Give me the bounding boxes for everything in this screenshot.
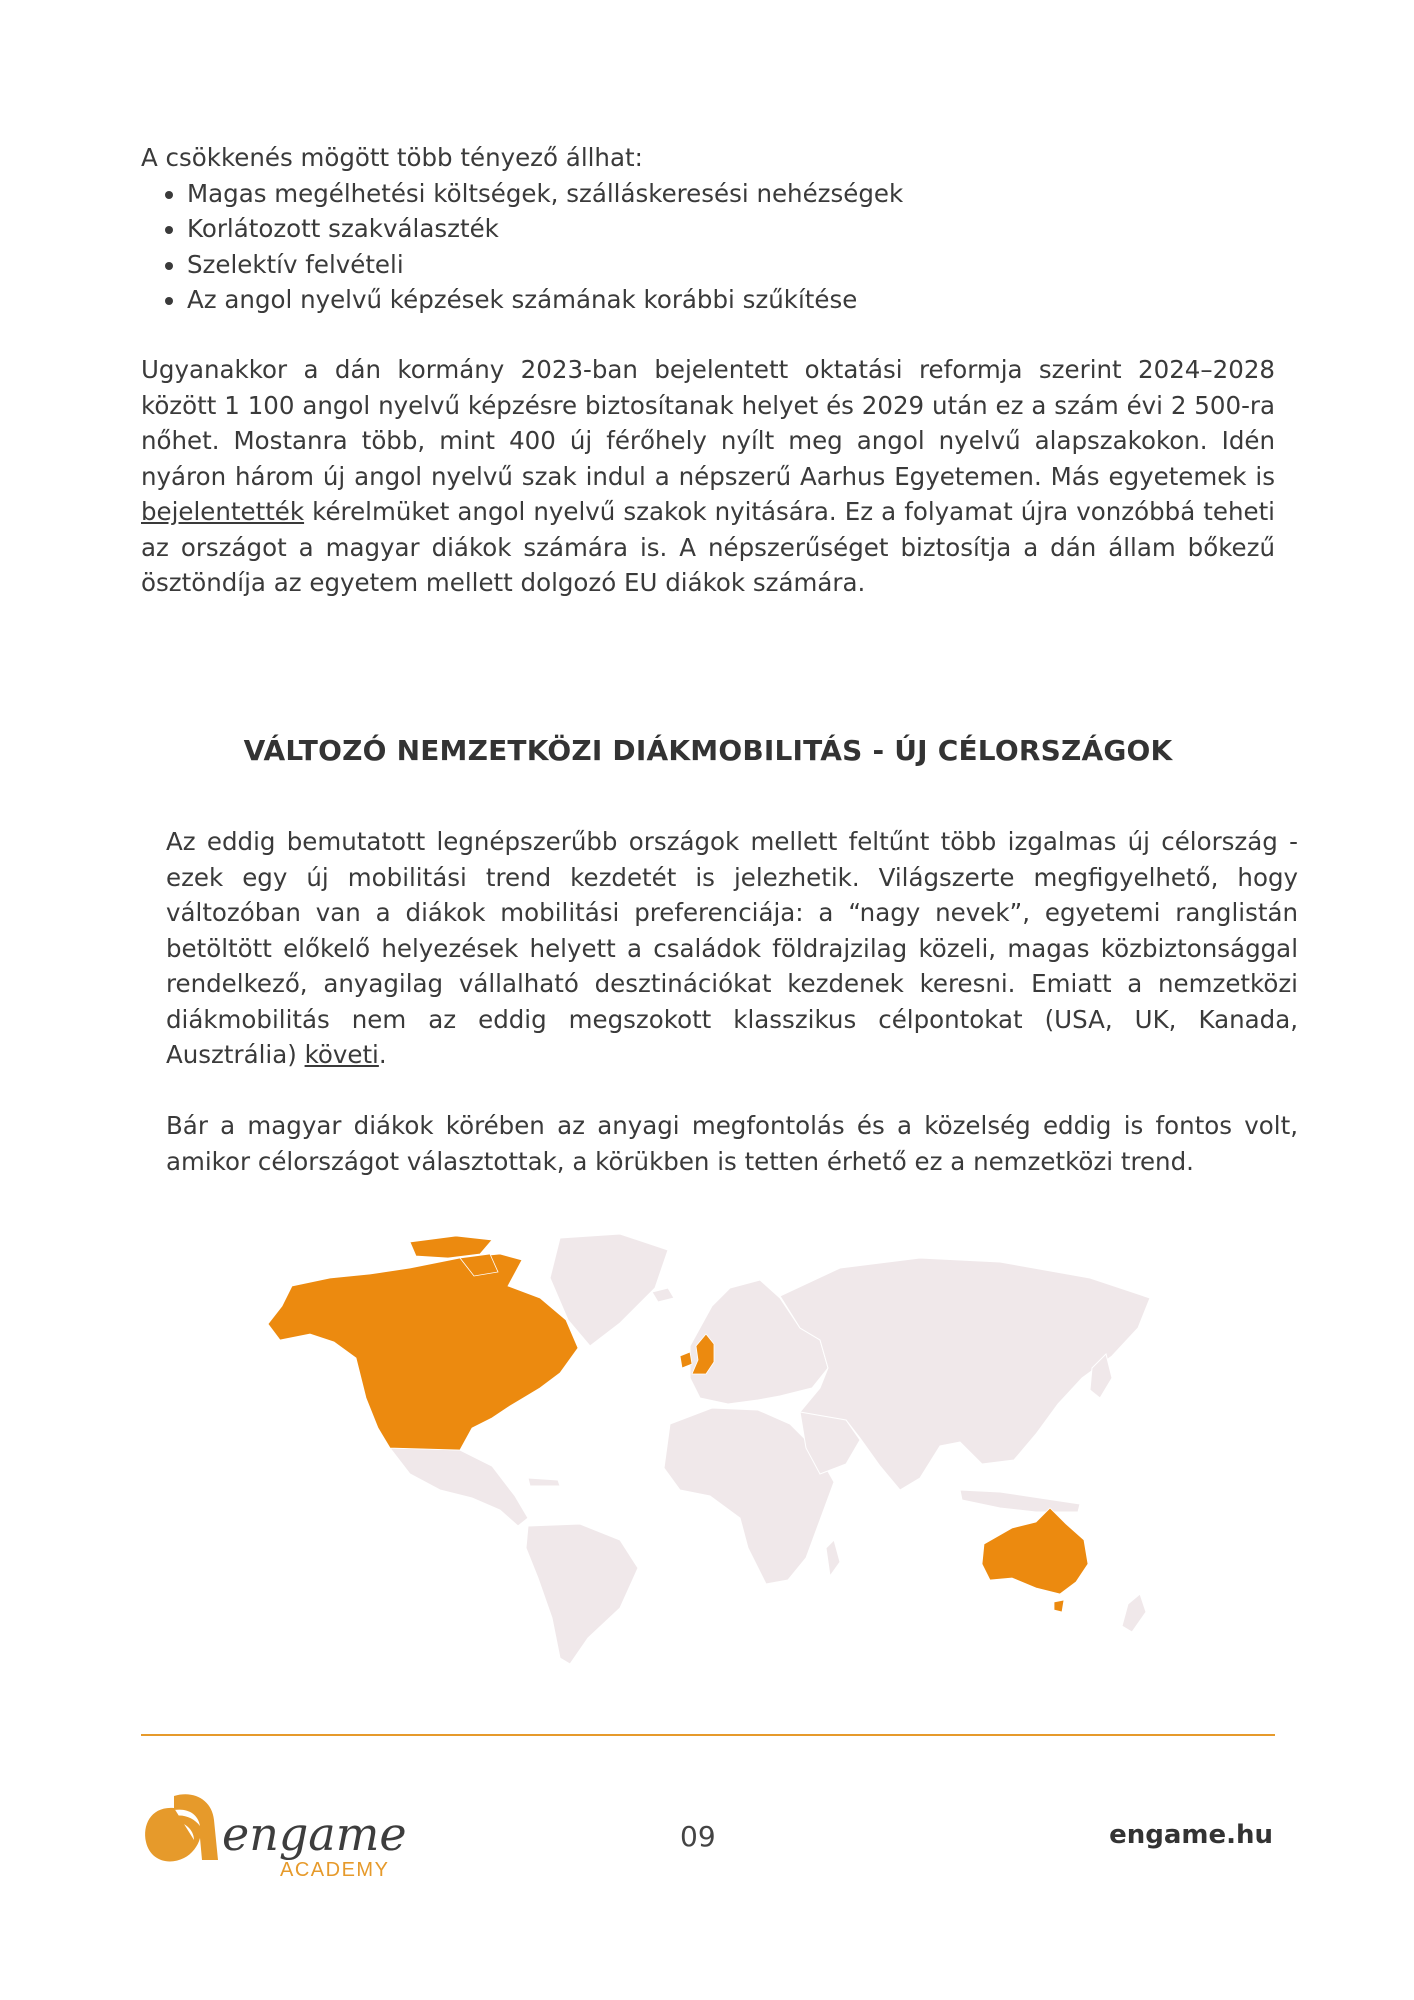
- logo-wordmark: engame: [222, 1807, 407, 1861]
- section-heading: VÁLTOZÓ NEMZETKÖZI DIÁKMOBILITÁS - ÚJ CÉLORSZÁGOK: [243, 734, 1173, 767]
- madagascar-shape: [826, 1540, 840, 1576]
- website-url[interactable]: engame.hu: [1109, 1820, 1273, 1850]
- south-america-shape: [526, 1524, 638, 1664]
- logo-subtitle: ACADEMY: [280, 1859, 390, 1880]
- mobility-paragraph: [166, 824, 1298, 1073]
- north-america-highlight: [268, 1254, 578, 1450]
- bejelentettek-link[interactable]: bejelentették: [141, 497, 305, 526]
- intro-section: [141, 140, 1275, 318]
- list-item: • Magas megélhetési költségek, szálláskeresési nehézségek: [187, 176, 1275, 212]
- central-america-shape: [390, 1448, 528, 1526]
- australia-highlight: [982, 1508, 1088, 1594]
- reasons-list: [141, 176, 1275, 318]
- koveti-link[interactable]: követi: [304, 1040, 379, 1069]
- logo-mark-icon: [145, 1794, 218, 1861]
- denmark-paragraph: [141, 352, 1275, 601]
- list-item: • Az angol nyelvű képzések számának korábbi szűkítése: [187, 282, 1275, 318]
- tasmania-highlight: [1054, 1600, 1064, 1612]
- arctic-islands-highlight: [410, 1236, 492, 1258]
- intro-lead: A csökkenés mögött több tényező állhat:: [141, 143, 643, 172]
- paragraph-text-end: .: [378, 1040, 387, 1069]
- footer-divider: [141, 1734, 1275, 1736]
- engame-academy-logo: [138, 1780, 458, 1880]
- page-number: 09: [680, 1820, 716, 1853]
- world-map: [260, 1228, 1150, 1668]
- list-item: • Szelektív felvételi: [187, 247, 1275, 283]
- paragraph-text: [141, 352, 1275, 601]
- caribbean-shape: [528, 1478, 560, 1486]
- new-zealand-shape: [1122, 1594, 1146, 1632]
- mobility-section: [166, 824, 1298, 1215]
- hungarian-trend-paragraph: Bár a magyar diákok körében az anyagi megfontolás és a közelség eddig is fontos volt, amikor célországot választottak, a körükben is tetten érhető ez a nemzetközi trend.: [166, 1111, 1298, 1176]
- paragraph-text-start: Az eddig bemutatott legnépszerűbb országok mellett feltűnt több izgalmas új célország - ezek egy új mobilitási trend kezdetét is jelezhetik. Világszerte megfigyelhető, hogy változóban van a diákok mobilitási preferenciája: a “nagy nevek”, egyetemi ranglistán betöltött előkelő helyezések helyett a családok földrajzilag közeli, magas közbiztonsággal rendelkező, anyagilag vállalható desztinációkat kezdenek keresni. Emiatt a nemzetközi diákmobilitás nem az eddig megszokott klasszikus célpontokat (USA, UK, Kanada, Ausztrália): [166, 827, 1298, 1069]
- paragraph-text-end: kérelmüket angol nyelvű szakok nyitására. Ez a folyamat újra vonzóbbá teheti az országot a magyar diákok számára is. A népszerűséget biztosítja a dán állam bőkezű ösztöndíja az egyetem mellett dolgozó EU diákok számára.: [141, 497, 1275, 597]
- indonesia-shape: [960, 1490, 1080, 1512]
- paragraph-text-start: Ugyanakkor a dán kormány 2023-ban bejelentett oktatási reformja szerint 2024–2028 között 1 100 angol nyelvű képzésre biztosítanak helyet és 2029 után ez a szám évi 2 500-ra nőhet. Mostanra több, mint 400 új férőhely nyílt meg angol nyelvű alapszakokon. Idén nyáron három új angol nyelvű szak indul a népszerű Aarhus Egyetemen. Más egyetemek is: [141, 355, 1275, 491]
- list-item: • Korlátozott szakválaszték: [187, 211, 1275, 247]
- iceland-shape: [652, 1288, 674, 1302]
